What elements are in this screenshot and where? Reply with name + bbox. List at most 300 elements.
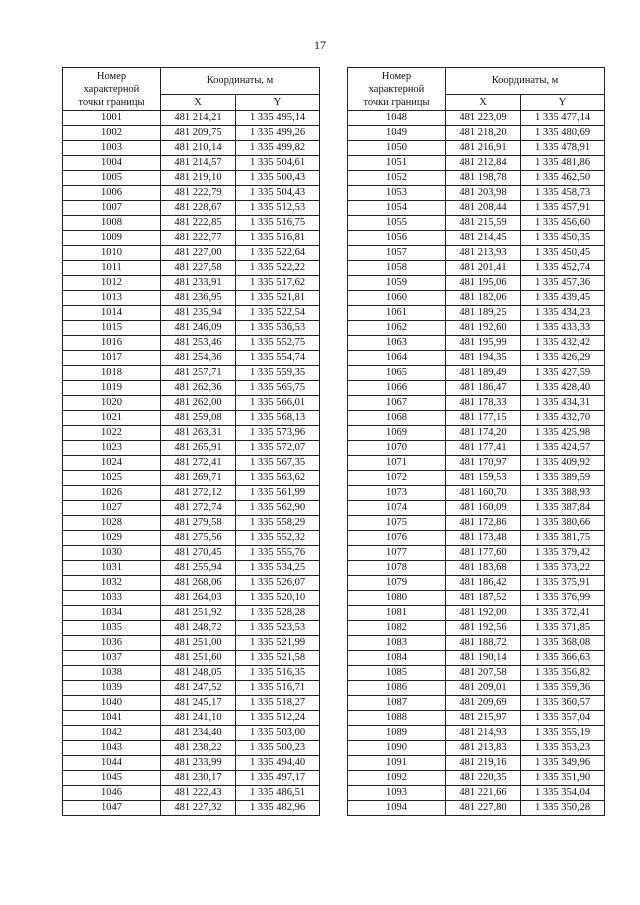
table-row bbox=[63, 546, 320, 561]
y-coordinate-cell: 1 335 500,23 bbox=[236, 741, 320, 756]
table-row bbox=[348, 156, 605, 171]
point-number-cell: 1090 bbox=[348, 741, 446, 756]
y-coordinate-cell: 1 335 523,53 bbox=[236, 621, 320, 636]
table-row bbox=[348, 186, 605, 201]
y-coordinate-cell: 1 335 387,84 bbox=[521, 501, 605, 516]
x-coordinate-cell: 481 220,35 bbox=[446, 771, 521, 786]
table-row bbox=[63, 291, 320, 306]
table-row bbox=[348, 486, 605, 501]
table-row bbox=[63, 126, 320, 141]
x-coordinate-cell: 481 160,70 bbox=[446, 486, 521, 501]
x-coordinate-cell: 481 259,08 bbox=[161, 411, 236, 426]
table-row bbox=[348, 231, 605, 246]
y-coordinate-cell: 1 335 522,54 bbox=[236, 306, 320, 321]
x-coordinate-cell: 481 245,17 bbox=[161, 696, 236, 711]
table-body bbox=[63, 111, 320, 816]
table-row bbox=[63, 771, 320, 786]
point-number-cell: 1015 bbox=[63, 321, 161, 336]
x-coordinate-cell: 481 234,40 bbox=[161, 726, 236, 741]
x-coordinate-cell: 481 177,60 bbox=[446, 546, 521, 561]
x-coordinate-cell: 481 214,57 bbox=[161, 156, 236, 171]
y-coordinate-cell: 1 335 477,14 bbox=[521, 111, 605, 126]
y-coordinate-cell: 1 335 373,22 bbox=[521, 561, 605, 576]
x-coordinate-cell: 481 255,94 bbox=[161, 561, 236, 576]
table-row bbox=[348, 576, 605, 591]
y-coordinate-cell: 1 335 552,32 bbox=[236, 531, 320, 546]
coordinates-header: Координаты, м bbox=[446, 68, 605, 95]
x-coordinate-cell: 481 182,06 bbox=[446, 291, 521, 306]
x-coordinate-cell: 481 262,00 bbox=[161, 396, 236, 411]
point-number-cell: 1071 bbox=[348, 456, 446, 471]
x-coordinate-cell: 481 222,77 bbox=[161, 231, 236, 246]
point-number-cell: 1039 bbox=[63, 681, 161, 696]
table-row bbox=[63, 186, 320, 201]
table-row bbox=[63, 696, 320, 711]
x-coordinate-cell: 481 265,91 bbox=[161, 441, 236, 456]
point-number-cell: 1045 bbox=[63, 771, 161, 786]
y-coordinate-cell: 1 335 516,71 bbox=[236, 681, 320, 696]
y-coordinate-cell: 1 335 552,75 bbox=[236, 336, 320, 351]
table-row bbox=[348, 276, 605, 291]
y-coordinate-cell: 1 335 526,07 bbox=[236, 576, 320, 591]
point-number-cell: 1031 bbox=[63, 561, 161, 576]
x-coordinate-cell: 481 209,01 bbox=[446, 681, 521, 696]
point-number-cell: 1063 bbox=[348, 336, 446, 351]
point-number-cell: 1058 bbox=[348, 261, 446, 276]
table-row bbox=[63, 741, 320, 756]
point-number-cell: 1035 bbox=[63, 621, 161, 636]
table-row bbox=[63, 321, 320, 336]
table-row bbox=[63, 636, 320, 651]
x-coordinate-cell: 481 257,71 bbox=[161, 366, 236, 381]
x-coordinate-cell: 481 177,41 bbox=[446, 441, 521, 456]
point-number-cell: 1057 bbox=[348, 246, 446, 261]
table-row bbox=[63, 246, 320, 261]
point-number-cell: 1072 bbox=[348, 471, 446, 486]
x-coordinate-cell: 481 210,14 bbox=[161, 141, 236, 156]
table-row bbox=[348, 216, 605, 231]
y-coordinate-cell: 1 335 480,69 bbox=[521, 126, 605, 141]
y-coordinate-cell: 1 335 381,75 bbox=[521, 531, 605, 546]
x-coordinate-cell: 481 222,85 bbox=[161, 216, 236, 231]
point-number-cell: 1011 bbox=[63, 261, 161, 276]
point-number-cell: 1061 bbox=[348, 306, 446, 321]
table-row bbox=[348, 261, 605, 276]
table-row bbox=[348, 381, 605, 396]
point-number-cell: 1007 bbox=[63, 201, 161, 216]
point-number-cell: 1048 bbox=[348, 111, 446, 126]
x-header: X bbox=[446, 95, 521, 111]
table-row bbox=[348, 171, 605, 186]
point-number-cell: 1064 bbox=[348, 351, 446, 366]
point-number-cell: 1060 bbox=[348, 291, 446, 306]
table-row bbox=[348, 591, 605, 606]
point-number-cell: 1036 bbox=[63, 636, 161, 651]
x-coordinate-cell: 481 215,59 bbox=[446, 216, 521, 231]
x-coordinate-cell: 481 183,68 bbox=[446, 561, 521, 576]
y-coordinate-cell: 1 335 499,26 bbox=[236, 126, 320, 141]
table-row bbox=[348, 516, 605, 531]
x-coordinate-cell: 481 192,56 bbox=[446, 621, 521, 636]
x-coordinate-cell: 481 177,15 bbox=[446, 411, 521, 426]
point-number-cell: 1077 bbox=[348, 546, 446, 561]
x-coordinate-cell: 481 227,00 bbox=[161, 246, 236, 261]
point-number-cell: 1092 bbox=[348, 771, 446, 786]
x-coordinate-cell: 481 186,47 bbox=[446, 381, 521, 396]
x-coordinate-cell: 481 160,09 bbox=[446, 501, 521, 516]
y-coordinate-cell: 1 335 409,92 bbox=[521, 456, 605, 471]
point-number-cell: 1050 bbox=[348, 141, 446, 156]
point-number-cell: 1088 bbox=[348, 711, 446, 726]
point-number-cell: 1079 bbox=[348, 576, 446, 591]
x-coordinate-cell: 481 198,78 bbox=[446, 171, 521, 186]
point-number-cell: 1034 bbox=[63, 606, 161, 621]
y-coordinate-cell: 1 335 503,00 bbox=[236, 726, 320, 741]
point-number-cell: 1065 bbox=[348, 366, 446, 381]
x-coordinate-cell: 481 192,60 bbox=[446, 321, 521, 336]
table-row bbox=[348, 501, 605, 516]
y-coordinate-cell: 1 335 522,22 bbox=[236, 261, 320, 276]
x-coordinate-cell: 481 218,20 bbox=[446, 126, 521, 141]
x-coordinate-cell: 481 262,36 bbox=[161, 381, 236, 396]
table-row bbox=[348, 306, 605, 321]
x-coordinate-cell: 481 212,84 bbox=[446, 156, 521, 171]
point-number-cell: 1025 bbox=[63, 471, 161, 486]
x-coordinate-cell: 481 227,80 bbox=[446, 801, 521, 816]
x-coordinate-cell: 481 254,36 bbox=[161, 351, 236, 366]
table-row bbox=[63, 426, 320, 441]
y-coordinate-cell: 1 335 516,81 bbox=[236, 231, 320, 246]
table-row bbox=[348, 756, 605, 771]
table-row bbox=[63, 531, 320, 546]
y-coordinate-cell: 1 335 536,53 bbox=[236, 321, 320, 336]
y-coordinate-cell: 1 335 457,91 bbox=[521, 201, 605, 216]
y-coordinate-cell: 1 335 452,74 bbox=[521, 261, 605, 276]
y-coordinate-cell: 1 335 433,33 bbox=[521, 321, 605, 336]
x-coordinate-cell: 481 219,16 bbox=[446, 756, 521, 771]
table-row bbox=[348, 366, 605, 381]
point-number-cell: 1026 bbox=[63, 486, 161, 501]
x-coordinate-cell: 481 214,93 bbox=[446, 726, 521, 741]
table-row bbox=[348, 681, 605, 696]
table-row bbox=[63, 606, 320, 621]
point-number-cell: 1070 bbox=[348, 441, 446, 456]
coordinates-table-left bbox=[62, 67, 320, 816]
coordinates-table-right bbox=[347, 67, 605, 816]
point-number-cell: 1056 bbox=[348, 231, 446, 246]
x-coordinate-cell: 481 188,72 bbox=[446, 636, 521, 651]
table-row bbox=[348, 651, 605, 666]
y-coordinate-cell: 1 335 360,57 bbox=[521, 696, 605, 711]
y-coordinate-cell: 1 335 349,96 bbox=[521, 756, 605, 771]
y-coordinate-cell: 1 335 561,99 bbox=[236, 486, 320, 501]
x-coordinate-cell: 481 159,53 bbox=[446, 471, 521, 486]
x-coordinate-cell: 481 248,72 bbox=[161, 621, 236, 636]
y-coordinate-cell: 1 335 499,82 bbox=[236, 141, 320, 156]
y-coordinate-cell: 1 335 450,35 bbox=[521, 231, 605, 246]
x-coordinate-cell: 481 263,31 bbox=[161, 426, 236, 441]
table-row bbox=[348, 126, 605, 141]
x-coordinate-cell: 481 228,67 bbox=[161, 201, 236, 216]
point-number-cell: 1018 bbox=[63, 366, 161, 381]
table-row bbox=[348, 696, 605, 711]
x-coordinate-cell: 481 264,03 bbox=[161, 591, 236, 606]
point-number-cell: 1084 bbox=[348, 651, 446, 666]
x-coordinate-cell: 481 174,20 bbox=[446, 426, 521, 441]
table-row bbox=[63, 561, 320, 576]
x-coordinate-cell: 481 219,10 bbox=[161, 171, 236, 186]
table-row bbox=[348, 636, 605, 651]
y-coordinate-cell: 1 335 565,75 bbox=[236, 381, 320, 396]
table-row bbox=[348, 111, 605, 126]
table-row bbox=[348, 246, 605, 261]
y-coordinate-cell: 1 335 554,74 bbox=[236, 351, 320, 366]
table-row bbox=[63, 651, 320, 666]
table-row bbox=[348, 666, 605, 681]
y-coordinate-cell: 1 335 481,86 bbox=[521, 156, 605, 171]
x-coordinate-cell: 481 213,83 bbox=[446, 741, 521, 756]
point-number-cell: 1041 bbox=[63, 711, 161, 726]
point-number-cell: 1066 bbox=[348, 381, 446, 396]
y-coordinate-cell: 1 335 494,40 bbox=[236, 756, 320, 771]
y-coordinate-cell: 1 335 568,13 bbox=[236, 411, 320, 426]
y-coordinate-cell: 1 335 353,23 bbox=[521, 741, 605, 756]
x-coordinate-cell: 481 214,45 bbox=[446, 231, 521, 246]
table-row bbox=[348, 351, 605, 366]
point-number-cell: 1006 bbox=[63, 186, 161, 201]
y-coordinate-cell: 1 335 516,75 bbox=[236, 216, 320, 231]
y-coordinate-cell: 1 335 521,58 bbox=[236, 651, 320, 666]
point-number-cell: 1012 bbox=[63, 276, 161, 291]
point-number-cell: 1038 bbox=[63, 666, 161, 681]
point-number-cell: 1051 bbox=[348, 156, 446, 171]
table-row bbox=[63, 396, 320, 411]
table-row bbox=[63, 471, 320, 486]
table-row bbox=[348, 141, 605, 156]
point-number-cell: 1029 bbox=[63, 531, 161, 546]
y-coordinate-cell: 1 335 366,63 bbox=[521, 651, 605, 666]
table-row bbox=[348, 546, 605, 561]
x-coordinate-cell: 481 189,49 bbox=[446, 366, 521, 381]
point-number-cell: 1020 bbox=[63, 396, 161, 411]
table-row bbox=[63, 726, 320, 741]
y-coordinate-cell: 1 335 388,93 bbox=[521, 486, 605, 501]
table-row bbox=[63, 711, 320, 726]
point-number-cell: 1069 bbox=[348, 426, 446, 441]
table-row bbox=[63, 381, 320, 396]
y-coordinate-cell: 1 335 350,28 bbox=[521, 801, 605, 816]
point-number-cell: 1083 bbox=[348, 636, 446, 651]
x-coordinate-cell: 481 238,22 bbox=[161, 741, 236, 756]
y-coordinate-cell: 1 335 379,42 bbox=[521, 546, 605, 561]
table-row bbox=[348, 531, 605, 546]
table-row bbox=[348, 426, 605, 441]
y-coordinate-cell: 1 335 355,19 bbox=[521, 726, 605, 741]
point-number-cell: 1076 bbox=[348, 531, 446, 546]
table-row bbox=[63, 681, 320, 696]
x-coordinate-cell: 481 201,41 bbox=[446, 261, 521, 276]
x-coordinate-cell: 481 215,97 bbox=[446, 711, 521, 726]
table-row bbox=[348, 201, 605, 216]
y-coordinate-cell: 1 335 504,43 bbox=[236, 186, 320, 201]
point-number-cell: 1001 bbox=[63, 111, 161, 126]
point-number-cell: 1033 bbox=[63, 591, 161, 606]
point-number-cell: 1030 bbox=[63, 546, 161, 561]
y-coordinate-cell: 1 335 512,53 bbox=[236, 201, 320, 216]
point-number-cell: 1074 bbox=[348, 501, 446, 516]
y-coordinate-cell: 1 335 528,28 bbox=[236, 606, 320, 621]
y-coordinate-cell: 1 335 434,23 bbox=[521, 306, 605, 321]
x-coordinate-cell: 481 275,56 bbox=[161, 531, 236, 546]
x-coordinate-cell: 481 213,93 bbox=[446, 246, 521, 261]
table-row bbox=[348, 801, 605, 816]
table-row bbox=[63, 231, 320, 246]
y-coordinate-cell: 1 335 357,04 bbox=[521, 711, 605, 726]
table-row bbox=[63, 216, 320, 231]
table-row bbox=[63, 621, 320, 636]
point-number-cell: 1073 bbox=[348, 486, 446, 501]
point-number-cell: 1054 bbox=[348, 201, 446, 216]
point-number-cell: 1080 bbox=[348, 591, 446, 606]
table-row bbox=[348, 291, 605, 306]
y-coordinate-cell: 1 335 432,70 bbox=[521, 411, 605, 426]
x-coordinate-cell: 481 272,41 bbox=[161, 456, 236, 471]
point-number-cell: 1067 bbox=[348, 396, 446, 411]
point-number-cell: 1010 bbox=[63, 246, 161, 261]
x-coordinate-cell: 481 251,00 bbox=[161, 636, 236, 651]
point-number-cell: 1052 bbox=[348, 171, 446, 186]
y-coordinate-cell: 1 335 359,36 bbox=[521, 681, 605, 696]
x-coordinate-cell: 481 189,25 bbox=[446, 306, 521, 321]
y-coordinate-cell: 1 335 424,57 bbox=[521, 441, 605, 456]
x-coordinate-cell: 481 173,48 bbox=[446, 531, 521, 546]
x-coordinate-cell: 481 272,74 bbox=[161, 501, 236, 516]
x-coordinate-cell: 481 233,91 bbox=[161, 276, 236, 291]
y-coordinate-cell: 1 335 425,98 bbox=[521, 426, 605, 441]
x-coordinate-cell: 481 214,21 bbox=[161, 111, 236, 126]
table-row bbox=[63, 486, 320, 501]
y-coordinate-cell: 1 335 517,62 bbox=[236, 276, 320, 291]
x-coordinate-cell: 481 246,09 bbox=[161, 321, 236, 336]
y-coordinate-cell: 1 335 504,61 bbox=[236, 156, 320, 171]
y-coordinate-cell: 1 335 426,29 bbox=[521, 351, 605, 366]
x-coordinate-cell: 481 186,42 bbox=[446, 576, 521, 591]
table-row bbox=[63, 756, 320, 771]
coordinates-header: Координаты, м bbox=[161, 68, 320, 95]
table-row bbox=[348, 606, 605, 621]
y-coordinate-cell: 1 335 495,14 bbox=[236, 111, 320, 126]
x-coordinate-cell: 481 195,06 bbox=[446, 276, 521, 291]
point-number-cell: 1059 bbox=[348, 276, 446, 291]
y-coordinate-cell: 1 335 521,81 bbox=[236, 291, 320, 306]
point-number-cell: 1003 bbox=[63, 141, 161, 156]
y-coordinate-cell: 1 335 555,76 bbox=[236, 546, 320, 561]
table-row bbox=[63, 576, 320, 591]
y-coordinate-cell: 1 335 380,66 bbox=[521, 516, 605, 531]
y-coordinate-cell: 1 335 558,29 bbox=[236, 516, 320, 531]
table-row bbox=[63, 336, 320, 351]
point-number-cell: 1093 bbox=[348, 786, 446, 801]
point-number-cell: 1089 bbox=[348, 726, 446, 741]
point-number-cell: 1040 bbox=[63, 696, 161, 711]
y-coordinate-cell: 1 335 428,40 bbox=[521, 381, 605, 396]
x-coordinate-cell: 481 269,71 bbox=[161, 471, 236, 486]
y-coordinate-cell: 1 335 516,35 bbox=[236, 666, 320, 681]
point-number-cell: 1024 bbox=[63, 456, 161, 471]
point-number-cell: 1081 bbox=[348, 606, 446, 621]
point-number-header: Номер характерной точки границы bbox=[348, 68, 446, 111]
x-coordinate-cell: 481 253,46 bbox=[161, 336, 236, 351]
y-coordinate-cell: 1 335 432,42 bbox=[521, 336, 605, 351]
y-coordinate-cell: 1 335 497,17 bbox=[236, 771, 320, 786]
y-coordinate-cell: 1 335 518,27 bbox=[236, 696, 320, 711]
point-number-cell: 1027 bbox=[63, 501, 161, 516]
table-row bbox=[348, 411, 605, 426]
point-number-cell: 1014 bbox=[63, 306, 161, 321]
x-coordinate-cell: 481 172,86 bbox=[446, 516, 521, 531]
table-row bbox=[63, 201, 320, 216]
x-coordinate-cell: 481 236,95 bbox=[161, 291, 236, 306]
table-row bbox=[63, 261, 320, 276]
y-coordinate-cell: 1 335 427,59 bbox=[521, 366, 605, 381]
point-number-cell: 1032 bbox=[63, 576, 161, 591]
point-number-cell: 1078 bbox=[348, 561, 446, 576]
x-coordinate-cell: 481 187,52 bbox=[446, 591, 521, 606]
table-row bbox=[348, 321, 605, 336]
y-coordinate-cell: 1 335 439,45 bbox=[521, 291, 605, 306]
point-number-cell: 1049 bbox=[348, 126, 446, 141]
table-row bbox=[63, 501, 320, 516]
x-coordinate-cell: 481 222,79 bbox=[161, 186, 236, 201]
table-row bbox=[348, 711, 605, 726]
x-coordinate-cell: 481 230,17 bbox=[161, 771, 236, 786]
x-coordinate-cell: 481 194,35 bbox=[446, 351, 521, 366]
table-row bbox=[348, 336, 605, 351]
y-coordinate-cell: 1 335 434,31 bbox=[521, 396, 605, 411]
point-number-cell: 1019 bbox=[63, 381, 161, 396]
point-number-cell: 1013 bbox=[63, 291, 161, 306]
x-coordinate-cell: 481 209,75 bbox=[161, 126, 236, 141]
point-number-cell: 1028 bbox=[63, 516, 161, 531]
y-coordinate-cell: 1 335 520,10 bbox=[236, 591, 320, 606]
x-coordinate-cell: 481 190,14 bbox=[446, 651, 521, 666]
y-header: Y bbox=[236, 95, 320, 111]
x-coordinate-cell: 481 251,92 bbox=[161, 606, 236, 621]
y-coordinate-cell: 1 335 572,07 bbox=[236, 441, 320, 456]
x-coordinate-cell: 481 223,09 bbox=[446, 111, 521, 126]
point-number-cell: 1023 bbox=[63, 441, 161, 456]
x-coordinate-cell: 481 248,05 bbox=[161, 666, 236, 681]
point-number-cell: 1016 bbox=[63, 336, 161, 351]
y-coordinate-cell: 1 335 534,25 bbox=[236, 561, 320, 576]
point-number-cell: 1004 bbox=[63, 156, 161, 171]
point-number-cell: 1091 bbox=[348, 756, 446, 771]
y-coordinate-cell: 1 335 500,43 bbox=[236, 171, 320, 186]
x-coordinate-cell: 481 195,99 bbox=[446, 336, 521, 351]
point-number-cell: 1009 bbox=[63, 231, 161, 246]
y-coordinate-cell: 1 335 478,91 bbox=[521, 141, 605, 156]
x-coordinate-cell: 481 216,91 bbox=[446, 141, 521, 156]
point-number-cell: 1008 bbox=[63, 216, 161, 231]
point-number-cell: 1043 bbox=[63, 741, 161, 756]
y-coordinate-cell: 1 335 522,64 bbox=[236, 246, 320, 261]
point-number-cell: 1086 bbox=[348, 681, 446, 696]
page-number: 17 bbox=[314, 38, 326, 52]
table-row bbox=[348, 741, 605, 756]
y-coordinate-cell: 1 335 456,60 bbox=[521, 216, 605, 231]
y-coordinate-cell: 1 335 457,36 bbox=[521, 276, 605, 291]
table-row bbox=[63, 156, 320, 171]
